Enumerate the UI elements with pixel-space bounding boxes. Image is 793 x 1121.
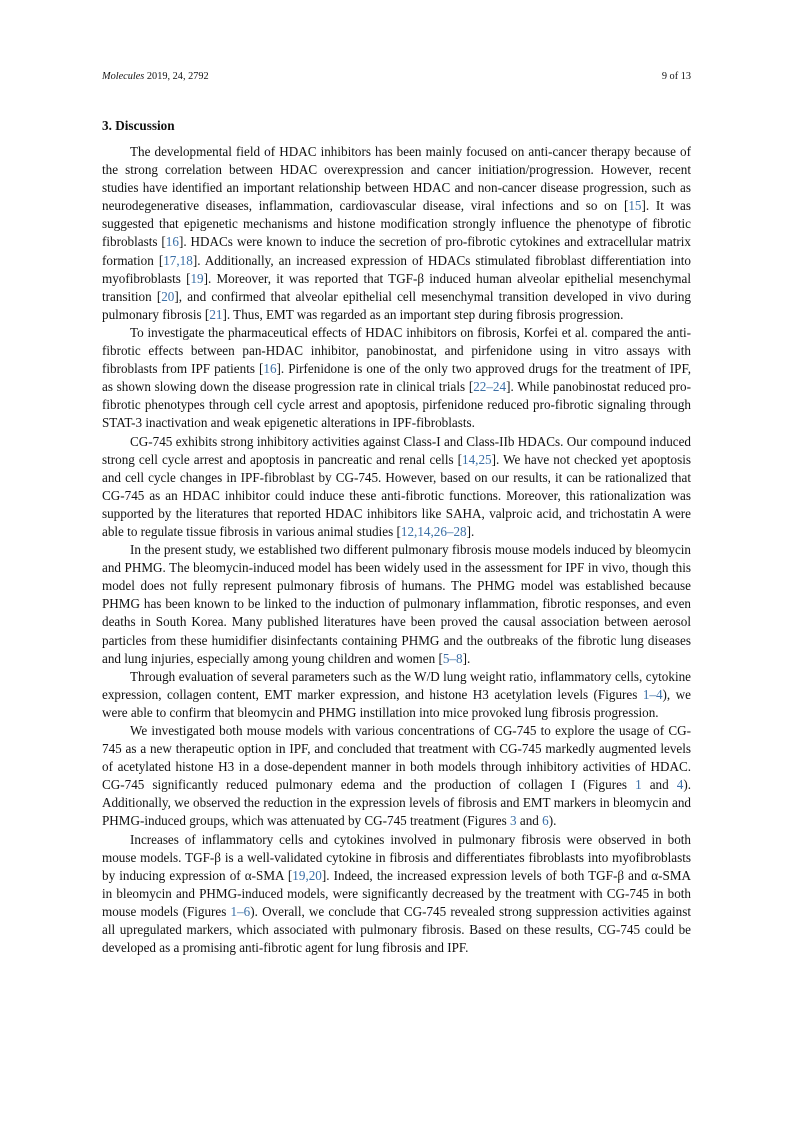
paragraph-text: and: [516, 813, 543, 829]
paragraph-text: We investigated both mouse models with various concentrations of CG-745 to explore the usage of CG-745 as a new therapeutic option in IPF, and concluded that treatment with CG-745 markedly augmented levels of acetylated histone H3 in a dose-dependent manner in both models through inhibitory activities of HDAC. CG-745 significantly reduced pulmonary edema and the production of collagen I (Figures: [102, 723, 691, 793]
citation-link[interactable]: 4: [676, 777, 684, 793]
paragraph: [102, 433, 691, 542]
citation-link[interactable]: 16: [263, 361, 277, 377]
paragraph-text: Increases of inflammatory cells and cytokines involved in pulmonary fibrosis were observed in both mouse models. TGF-β is a well-validated cytokine in fibrosis and differentiates fibroblasts into myofibroblasts by inducing expression of α-SMA [: [102, 831, 691, 883]
citation-link[interactable]: 20: [161, 288, 175, 304]
paragraph-text: Through evaluation of several parameters such as the W/D lung weight ratio, inflammatory cells, cytokine expression, collagen content, EMT marker expression, and histone H3 acetylation levels (Figures: [102, 668, 691, 702]
citation-link[interactable]: 12,14,26–28: [400, 523, 467, 539]
paragraph: [102, 668, 691, 722]
paragraph-text: ], and confirmed that alveolar epithelial cell mesenchymal transition developed in vivo during pulmonary fibrosis [: [102, 288, 691, 322]
paragraph-text: ]. Thus, EMT was regarded as an important step during fibrosis progression.: [222, 306, 624, 322]
citation-link[interactable]: 15: [628, 198, 642, 214]
citation-link[interactable]: 17,18: [163, 252, 193, 268]
citation-link[interactable]: 3: [510, 813, 517, 829]
citation-link[interactable]: 19,20: [292, 867, 322, 883]
paragraph-text: ]. Indeed, the increased expression levels of both TGF-β and α-SMA in bleomycin and PHMG-induced models, were significantly decreased by the treatment with CG-745 in both mouse models (Figures: [102, 867, 691, 919]
paragraph-text: ].: [462, 650, 471, 666]
paragraph-text: ). Additionally, we observed the reduction in the expression levels of fibrosis and EMT markers in bleomycin and PHMG-induced groups, which was attenuated by CG-745 treatment (Figures: [102, 777, 691, 829]
citation-link[interactable]: 19: [190, 270, 204, 286]
citation-link[interactable]: 21: [209, 306, 223, 322]
paragraph: [102, 831, 691, 958]
citation-link[interactable]: 1–6: [230, 903, 251, 919]
citation-link[interactable]: 5–8: [442, 650, 463, 666]
section-heading: 3. Discussion: [102, 118, 175, 133]
paragraph-text: ]. Pirfenidone is one of the only two approved drugs for the treatment of IPF, as shown slowing down the disease progression rate in clinical trials [: [102, 361, 691, 395]
paragraph-text: ]. It was suggested that epigenetic mechanisms and histone modification strongly influence the phenotype of fibrotic fibroblasts [: [102, 198, 691, 250]
paragraph-text: ]. HDACs were known to induce the secretion of pro-fibrotic cytokines and extracellular matrix formation [: [102, 234, 691, 268]
paragraph-text: ).: [548, 813, 557, 829]
paragraph-text: CG-745 exhibits strong inhibitory activities against Class-I and Class-IIb HDACs. Our compound induced strong cell cycle arrest and apoptosis in pancreatic and renal cells [: [102, 433, 691, 467]
paragraph: [102, 143, 691, 324]
paragraph-text: ), we were able to confirm that bleomycin and PHMG instillation into mice provoked lung fibrosis progression.: [102, 686, 691, 720]
citation-link[interactable]: 16: [165, 234, 179, 250]
paragraph-text: To investigate the pharmaceutical effects of HDAC inhibitors on fibrosis, Korfei et al. compared the anti-fibrotic effects between pan-HDAC inhibitor, panobinostat, and pirfenidone using in vitro assays with fibroblasts from IPF patients [: [102, 324, 691, 377]
citation-link[interactable]: 14,25: [462, 451, 492, 467]
running-header: [102, 71, 691, 82]
paragraph-text: ]. Moreover, it was reported that TGF-β induced human alveolar epithelial mesenchymal transition [: [102, 270, 692, 304]
paragraph: [102, 541, 691, 668]
paragraph-text: ].: [466, 523, 475, 539]
section-body: [102, 143, 691, 957]
paragraph-text: ]. We have not checked yet apoptosis and cell cycle changes in IPF-fibroblast by CG-745. However, based on our results, it can be rationalized that CG-745 as an HDAC inhibitor could induce these anti-fibrotic functions. Moreover, this rationalization was supported by the literatures that reported HDAC inhibitors like SAHA, valproic acid, and trichostatin A were able to regulate tissue fibrosis in various animal studies [: [102, 451, 691, 539]
citation-info: 2019, 24, 2792: [144, 71, 209, 82]
citation-link[interactable]: 6: [542, 813, 549, 829]
paragraph: [102, 324, 691, 433]
paragraph-text: ]. While panobinostat reduced pro-fibrotic phenotypes through cell cycle arrest and apoptosis, pirfenidone reduced pro-fibrotic signaling through STAT-3 inactivation and weak epigenetic alterations in IPF-fibroblasts.: [102, 379, 691, 431]
paragraph: [102, 722, 691, 831]
journal-name: Molecules: [102, 71, 145, 82]
page-number: 9 of 13: [661, 71, 691, 82]
paragraph-text: ]. Additionally, an increased expression of HDACs stimulated fibroblast differentiation into myofibroblasts [: [102, 252, 691, 286]
citation-link[interactable]: 22–24: [473, 379, 507, 395]
citation-link[interactable]: 1–4: [642, 686, 663, 702]
paragraph-text: The developmental field of HDAC inhibitors has been mainly focused on anti-cancer therapy because of the strong correlation between HDAC overexpression and cancer initiation/progression. However, recent studies have identified an important relationship between HDAC and non-cancer disease progression, such as neurodegenerative diseases, inflammation, cardiovascular disease, viral infections and so on [: [102, 144, 691, 214]
paragraph-text: and: [641, 777, 677, 793]
citation-link[interactable]: 1: [635, 777, 642, 793]
paragraph-text: ). Overall, we conclude that CG-745 revealed strong suppression activities against all upregulated markers, which associated with pulmonary fibrosis. Based on these results, CG-745 could be developed as a promising anti-fibrotic agent for lung fibrosis and IPF.: [102, 903, 691, 956]
paragraph-text: In the present study, we established two different pulmonary fibrosis mouse models induced by bleomycin and PHMG. The bleomycin-induced model has been widely used in the assessment for IPF in vivo, though this model does not fully represent pulmonary fibrosis of humans. The PHMG model was established because PHMG has been known to be linked to the induction of pulmonary inflammation, fibrotic responses, and even deaths in South Korea. Many published literatures have been proved the causal association between aerosol particles from these humidifier disinfectants containing PHMG and the outbreaks of the fibrotic lung diseases and lung injuries, especially among young children and women [: [102, 542, 691, 666]
